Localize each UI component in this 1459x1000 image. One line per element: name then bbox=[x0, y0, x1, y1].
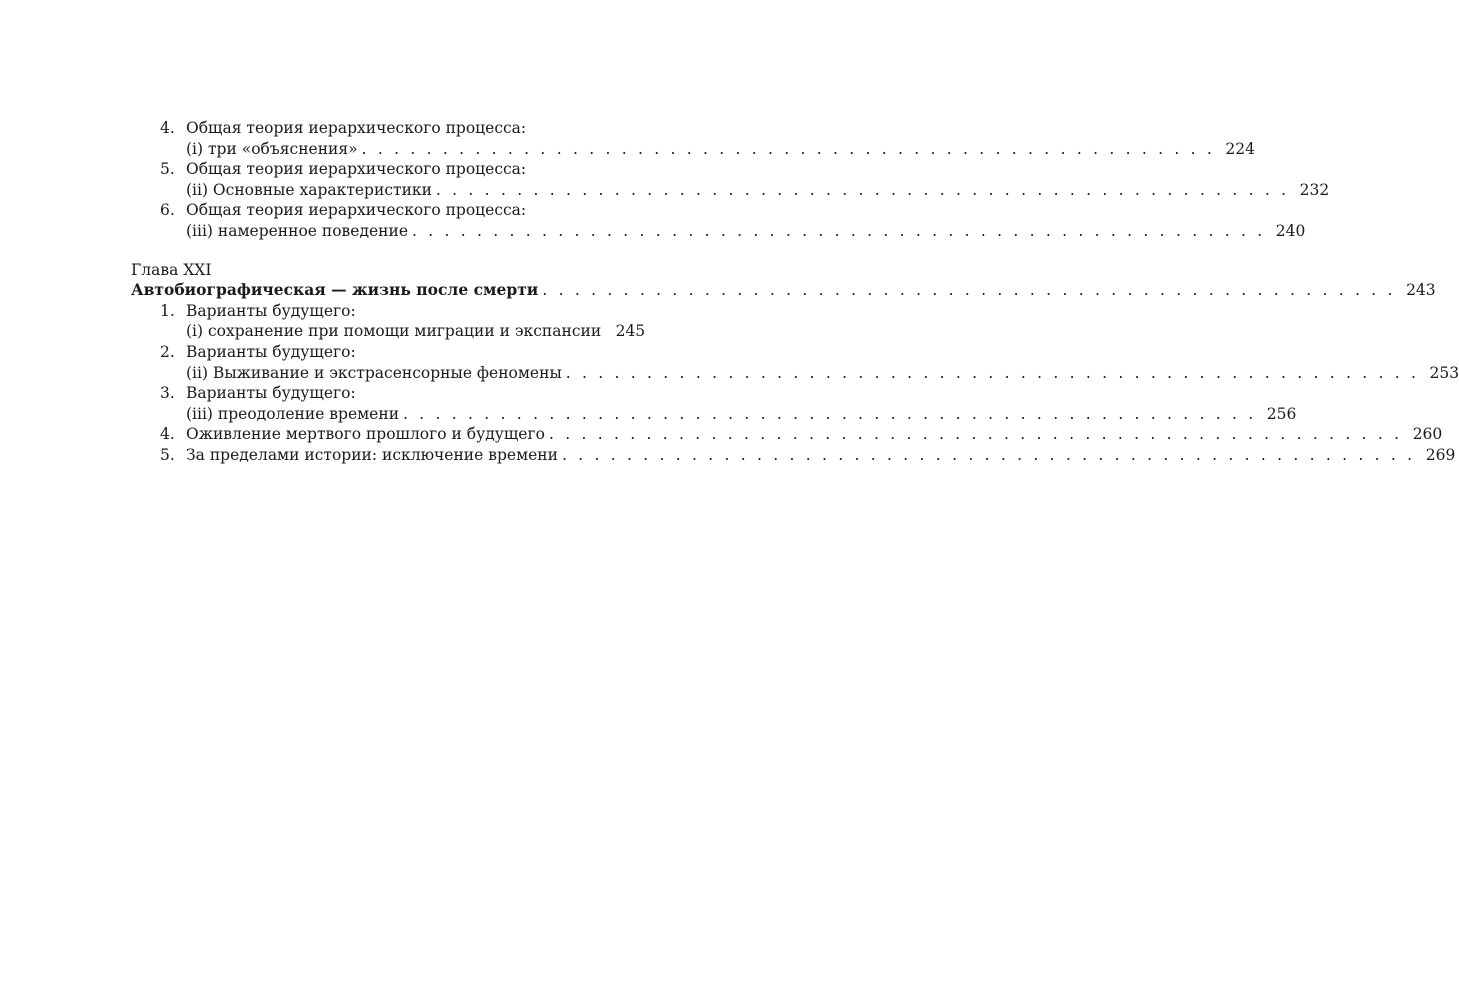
entry-subtitle: (ii) Выживание и экстрасенсорные феномены bbox=[186, 363, 562, 382]
entry-number: 5. bbox=[160, 445, 175, 464]
toc-entry-6 bbox=[131, 200, 1306, 241]
entry-subtitle: За пределами истории: исключение времени bbox=[186, 445, 558, 464]
entry-title: Варианты будущего: bbox=[186, 342, 356, 361]
entry-page: 232 bbox=[1299, 180, 1330, 199]
entry-number: 4. bbox=[160, 425, 175, 444]
chapter-page: 243 bbox=[1406, 281, 1436, 300]
dot-leader: . . . . . . . . . . . . . . . . . . . . . . . . . . . . . . . . . . . . . . . . . . . . . . . . . . . . . bbox=[542, 281, 1396, 300]
entry-page: 256 bbox=[1266, 404, 1297, 423]
entry-page: 253 bbox=[1429, 363, 1459, 382]
dot-leader: . . . . . . . . . . . . . . . . . . . . . . . . . . . . . . . . . . . . . . . . . . . . . . . . . . . . . bbox=[565, 363, 1420, 382]
entry-number: 3. bbox=[160, 384, 175, 403]
entry-page: 245 bbox=[615, 322, 646, 341]
toc-entry-4 bbox=[131, 118, 1255, 159]
entry-subtitle: (ii) Основные характеристики bbox=[186, 180, 432, 199]
toc-entry-2 bbox=[131, 342, 1459, 383]
dot-leader: . . . . . . . . . . . . . . . . . . . . . . . . . . . . . . . . . . . . . . . . . . . . . . . . . . . . . bbox=[548, 425, 1403, 444]
entry-subtitle: (iii) преодоление времени bbox=[186, 404, 400, 423]
entry-subtitle: Оживление мертвого прошлого и будущего bbox=[186, 425, 545, 444]
entry-page: 260 bbox=[1412, 425, 1443, 444]
dot-leader: . . . . . . . . . . . . . . . . . . . . . . . . . . . . . . . . . . . . . . . . . . . . . . . . . . . . . bbox=[412, 221, 1266, 240]
toc-entry-5b bbox=[131, 445, 1456, 466]
entry-number: 5. bbox=[160, 160, 175, 179]
entry-title: Общая теория иерархического процесса: bbox=[186, 119, 527, 137]
entry-number: 4. bbox=[160, 119, 175, 137]
toc-entry-3 bbox=[131, 383, 1297, 424]
table-of-contents bbox=[131, 118, 1459, 466]
toc-entry-5 bbox=[131, 159, 1330, 200]
entry-page: 269 bbox=[1425, 445, 1456, 464]
dot-leader: . . . . . . . . . . . . . . . . . . . . . . . . . . . . . . . . . . . . . . . . . . . . . . . . . . . . . bbox=[561, 445, 1416, 464]
entry-subtitle: (i) три «объяснения» bbox=[186, 139, 358, 158]
entry-number: 6. bbox=[160, 201, 175, 220]
entry-number: 1. bbox=[160, 301, 175, 320]
toc-entry-4b bbox=[131, 424, 1443, 445]
entry-subtitle: (iii) намеренное поведение bbox=[186, 221, 408, 240]
entry-page: 224 bbox=[1225, 139, 1255, 158]
chapter-label: Глава XXI bbox=[131, 260, 212, 279]
entry-page: 240 bbox=[1275, 221, 1306, 240]
entry-title: Общая теория иерархического процесса: bbox=[186, 160, 527, 179]
chapter-label-line bbox=[131, 260, 630, 281]
chapter-title: Автобиографическая — жизнь после смерти bbox=[131, 280, 539, 300]
dot-leader: . . . . . . . . . . . . . . . . . . . . . . . . . . . . . . . . . . . . . . . . . . . . . . . . . . . . . bbox=[403, 404, 1257, 423]
toc-entry-1 bbox=[131, 301, 646, 342]
dot-leader: . . . . . . . . . . . . . . . . . . . . . . . . . . . . . . . . . . . . . . . . . . . . . . . . . . . . . bbox=[435, 180, 1290, 199]
entry-subtitle: (i) сохранение при помощи миграции и экспансии bbox=[186, 322, 602, 341]
chapter-title-line bbox=[131, 280, 1436, 301]
entry-number: 2. bbox=[160, 342, 175, 361]
entry-title: Варианты будущего: bbox=[186, 384, 356, 403]
entry-title: Общая теория иерархического процесса: bbox=[186, 201, 527, 220]
dot-leader: . . . . . . . . . . . . . . . . . . . . . . . . . . . . . . . . . . . . . . . . . . . . . . . . . . . . . bbox=[361, 139, 1215, 158]
entry-title: Варианты будущего: bbox=[186, 301, 356, 320]
